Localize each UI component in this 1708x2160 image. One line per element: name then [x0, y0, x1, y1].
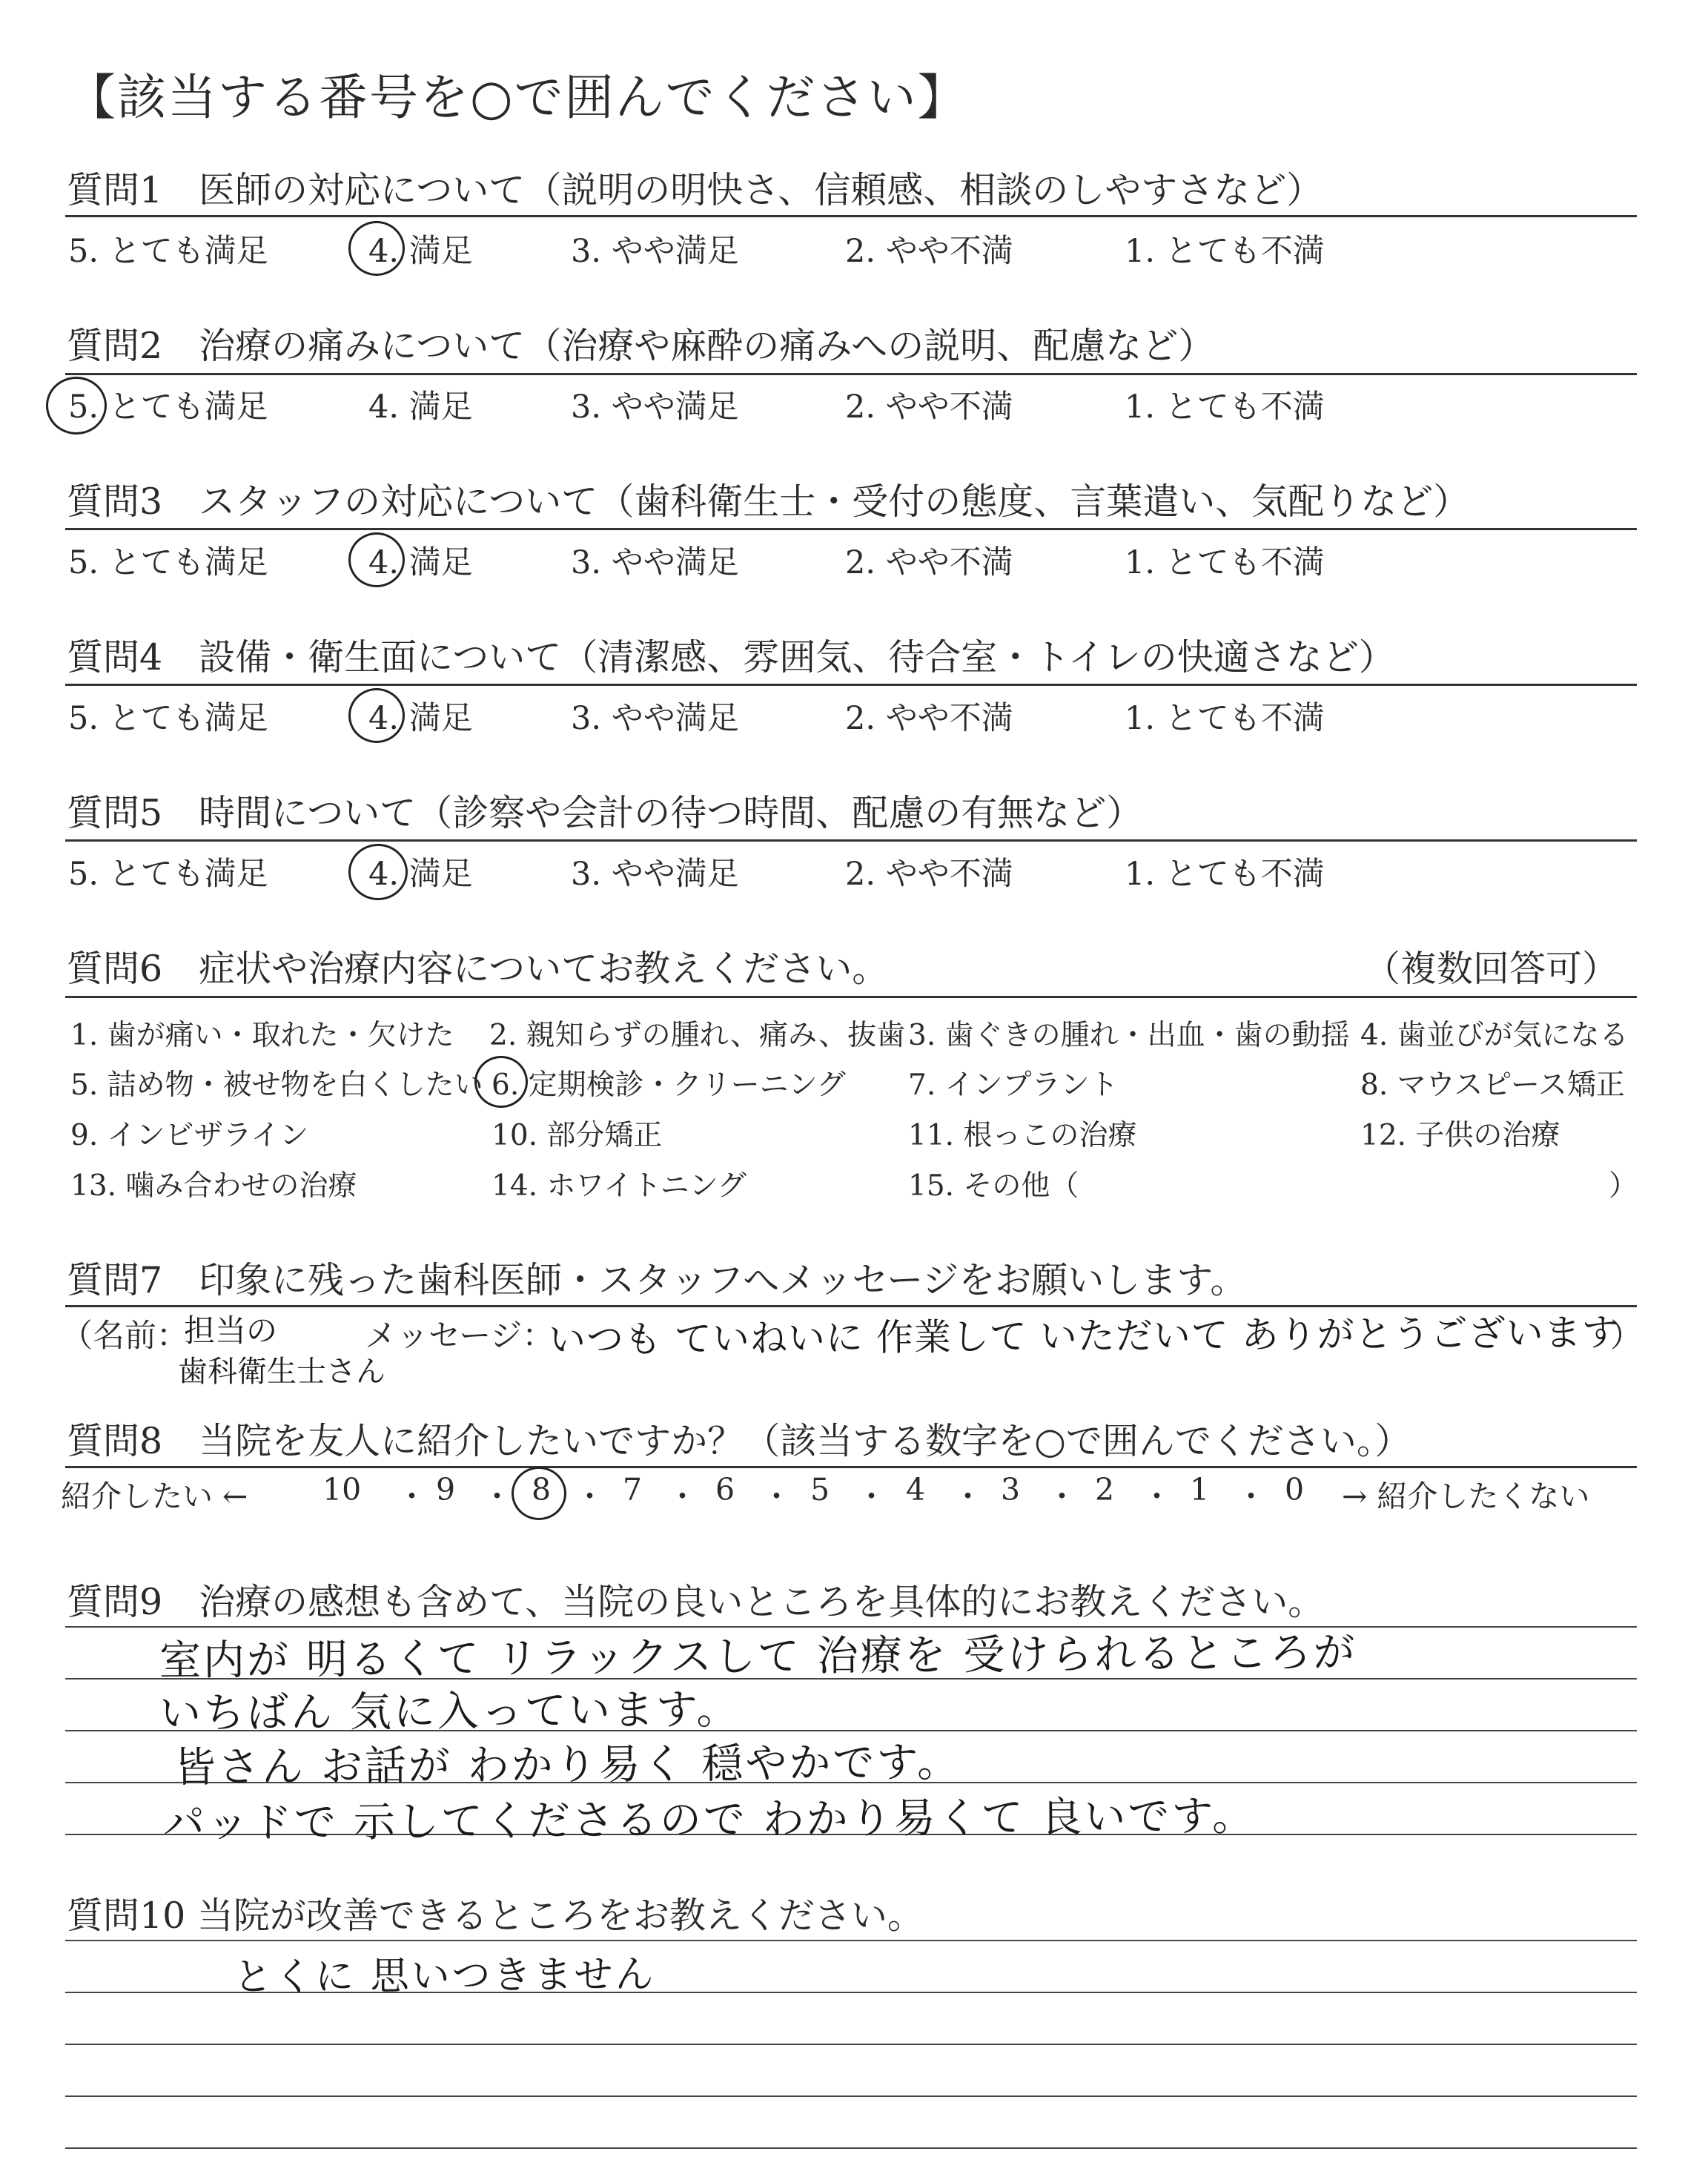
q8-label: 質問8 当院を友人に紹介したいですか？（該当する数字を○で囲んでください。） [67, 1420, 1411, 1462]
q8-scale-9[interactable]: 9 [436, 1472, 456, 1507]
q10-label: 質問10 当院が改善できるところをお教えください。 [67, 1895, 924, 1937]
q4-option-1[interactable]: 1. とても不満 [1125, 700, 1325, 737]
q4-option-4[interactable]: 4. 満足 [368, 700, 473, 737]
q1-selected-circle [348, 221, 405, 276]
q10-line-1 [65, 1940, 1637, 1941]
q8-scale-10[interactable]: 10 [322, 1472, 362, 1507]
q5-option-5[interactable]: 5. とても満足 [68, 856, 268, 893]
q5-option-2[interactable]: 2. やや不満 [845, 856, 1013, 893]
q3-option-1[interactable]: 1. とても不満 [1125, 544, 1325, 581]
q8-rule [65, 1466, 1637, 1468]
q2-option-4[interactable]: 4. 満足 [368, 389, 473, 426]
q8-scale-0[interactable]: 0 [1285, 1472, 1305, 1507]
q8-scale-4[interactable]: 4 [906, 1472, 926, 1507]
q1-rule [65, 215, 1637, 217]
q10-line-3 [65, 2044, 1637, 2045]
q5-selected-circle [348, 844, 408, 900]
q8-scale-sep-4: ・ [667, 1479, 698, 1514]
q6-option-10[interactable]: 10. 部分矯正 [491, 1119, 663, 1152]
q6-selected-circle [474, 1056, 528, 1108]
q8-right-label: → 紹介したくない [1342, 1479, 1590, 1514]
q8-scale-sep-8: ・ [1047, 1479, 1077, 1514]
q7-close: ） [1610, 1318, 1642, 1355]
q6-option-6[interactable]: 6. 定期検診・クリーニング [491, 1069, 846, 1102]
q1-option-3[interactable]: 3. やや満足 [571, 233, 739, 270]
q1-option-2[interactable]: 2. やや不満 [845, 233, 1013, 270]
q1-option-1[interactable]: 1. とても不満 [1125, 233, 1325, 270]
q4-label: 質問4 設備・衛生面について（清潔感、雰囲気、待合室・トイレの快適さなど） [67, 636, 1395, 678]
q4-selected-circle [348, 688, 405, 743]
q7-label: 質問7 印象に残った歯科医師・スタッフへメッセージをお願いします。 [67, 1259, 1247, 1301]
q7-name-value-line1[interactable]: 担当の [184, 1312, 278, 1349]
q8-scale-sep-10: ・ [1236, 1479, 1266, 1514]
q8-scale-sep-9: ・ [1142, 1479, 1172, 1514]
q6-option-12[interactable]: 12. 子供の治療 [1360, 1119, 1560, 1152]
q6-option-5[interactable]: 5. 詰め物・被せ物を白くしたい [70, 1069, 483, 1102]
q5-option-3[interactable]: 3. やや満足 [571, 856, 739, 893]
q9-label: 質問9 治療の感想も含めて、当院の良いところを具体的にお教えください。 [67, 1581, 1325, 1623]
q2-option-2[interactable]: 2. やや不満 [845, 389, 1013, 426]
q3-option-5[interactable]: 5. とても満足 [68, 544, 268, 581]
q8-scale-3[interactable]: 3 [1001, 1472, 1021, 1507]
q6-label: 質問6 症状や治療内容についてお教えください。 [67, 948, 889, 990]
q6-rule [65, 996, 1637, 998]
q8-scale-sep-1: ・ [397, 1479, 427, 1514]
q2-option-1[interactable]: 1. とても不満 [1125, 389, 1325, 426]
q6-option-14[interactable]: 14. ホワイトニング [491, 1169, 747, 1203]
q6-option-15[interactable]: 15. その他（ [908, 1169, 1079, 1203]
q4-rule [65, 684, 1637, 686]
q2-selected-circle [46, 377, 107, 435]
q8-scale-7[interactable]: 7 [623, 1472, 643, 1507]
q8-scale-sep-7: ・ [953, 1479, 983, 1514]
q8-selected-circle [512, 1467, 566, 1520]
q2-rule [65, 373, 1637, 375]
q8-scale-sep-6: ・ [856, 1479, 887, 1514]
q6-option-1[interactable]: 1. 歯が痛い・取れた・欠けた [70, 1019, 454, 1052]
q3-option-2[interactable]: 2. やや不満 [845, 544, 1013, 581]
q4-option-5[interactable]: 5. とても満足 [68, 700, 268, 737]
q8-left-label: 紹介したい ← [61, 1479, 248, 1514]
q6-option-7[interactable]: 7. インプラント [908, 1069, 1119, 1102]
q2-label: 質問2 治療の痛みについて（治療や麻酔の痛みへの説明、配慮など） [67, 325, 1215, 367]
q6-option-8[interactable]: 8. マウスピース矯正 [1360, 1069, 1625, 1102]
q1-option-4[interactable]: 4. 満足 [368, 233, 473, 270]
q3-label: 質問3 スタッフの対応について（歯科衛生士・受付の態度、言葉遣い、気配りなど） [67, 480, 1470, 523]
q5-option-4[interactable]: 4. 満足 [368, 856, 473, 893]
q8-scale-2[interactable]: 2 [1095, 1472, 1115, 1507]
q5-option-1[interactable]: 1. とても不満 [1125, 856, 1325, 893]
survey-title: 【該当する番号を○で囲んでください】 [67, 69, 968, 126]
q8-scale-6[interactable]: 6 [715, 1472, 735, 1507]
q10-answer-line-1[interactable]: とくに 思いつきません [233, 1952, 656, 2000]
q3-option-3[interactable]: 3. やや満足 [571, 544, 739, 581]
q4-option-3[interactable]: 3. やや満足 [571, 700, 739, 737]
q9-answer-line-2[interactable]: いちばん 気に入っています。 [159, 1685, 741, 1738]
q6-option-9[interactable]: 9. インビザライン [70, 1119, 309, 1152]
q8-scale-sep-3: ・ [575, 1479, 605, 1514]
q7-message-value[interactable]: いつも ていねいに 作業して いただいて ありがとうございます [548, 1310, 1620, 1362]
q6-option-13[interactable]: 13. 噛み合わせの治療 [70, 1169, 357, 1203]
q6-option-15-close: ） [1609, 1169, 1638, 1203]
q9-answer-line-3[interactable]: 皆さん お話が わかり易く 穏やかです。 [173, 1738, 961, 1792]
q2-option-3[interactable]: 3. やや満足 [571, 389, 739, 426]
q3-option-4[interactable]: 4. 満足 [368, 544, 473, 581]
q1-label: 質問1 医師の対応について（説明の明快さ、信頼感、相談のしやすさなど） [67, 169, 1323, 211]
q6-option-11[interactable]: 11. 根っこの治療 [908, 1119, 1137, 1152]
q10-line-5 [65, 2147, 1637, 2149]
q9-answer-line-1[interactable]: 室内が 明るくて リラックスして 治療を 受けられるところが [159, 1628, 1357, 1685]
q8-scale-sep-5: ・ [761, 1479, 792, 1514]
q1-option-5[interactable]: 5. とても満足 [68, 233, 268, 270]
q4-option-2[interactable]: 2. やや不満 [845, 700, 1013, 737]
q8-scale-8[interactable]: 8 [532, 1472, 552, 1507]
q6-note: （複数回答可） [1364, 948, 1619, 990]
q5-rule [65, 839, 1637, 842]
q8-scale-5[interactable]: 5 [810, 1472, 830, 1507]
q8-scale-1[interactable]: 1 [1190, 1472, 1210, 1507]
q8-scale-sep-2: ・ [482, 1479, 512, 1514]
q10-line-4 [65, 2095, 1637, 2097]
q6-option-3[interactable]: 3. 歯ぐきの腫れ・出血・歯の動揺 [908, 1019, 1350, 1052]
q7-name-value-line2[interactable]: 歯科衛生士さん [178, 1355, 385, 1389]
q3-selected-circle [348, 532, 405, 587]
q9-answer-line-4[interactable]: パッドで 示してくださるので わかり易くて 良いです。 [162, 1791, 1257, 1849]
q2-option-5[interactable]: 5. とても満足 [68, 389, 268, 426]
q7-message-label: メッセージ： [365, 1318, 555, 1355]
q7-name-label: （名前： [61, 1318, 188, 1355]
q6-option-4[interactable]: 4. 歯並びが気になる [1360, 1019, 1629, 1052]
q5-label: 質問5 時間について（診察や会計の待つ時間、配慮の有無など） [67, 792, 1143, 834]
q3-rule [65, 528, 1637, 530]
q6-option-2[interactable]: 2. 親知らずの腫れ、痛み、抜歯 [489, 1019, 906, 1052]
